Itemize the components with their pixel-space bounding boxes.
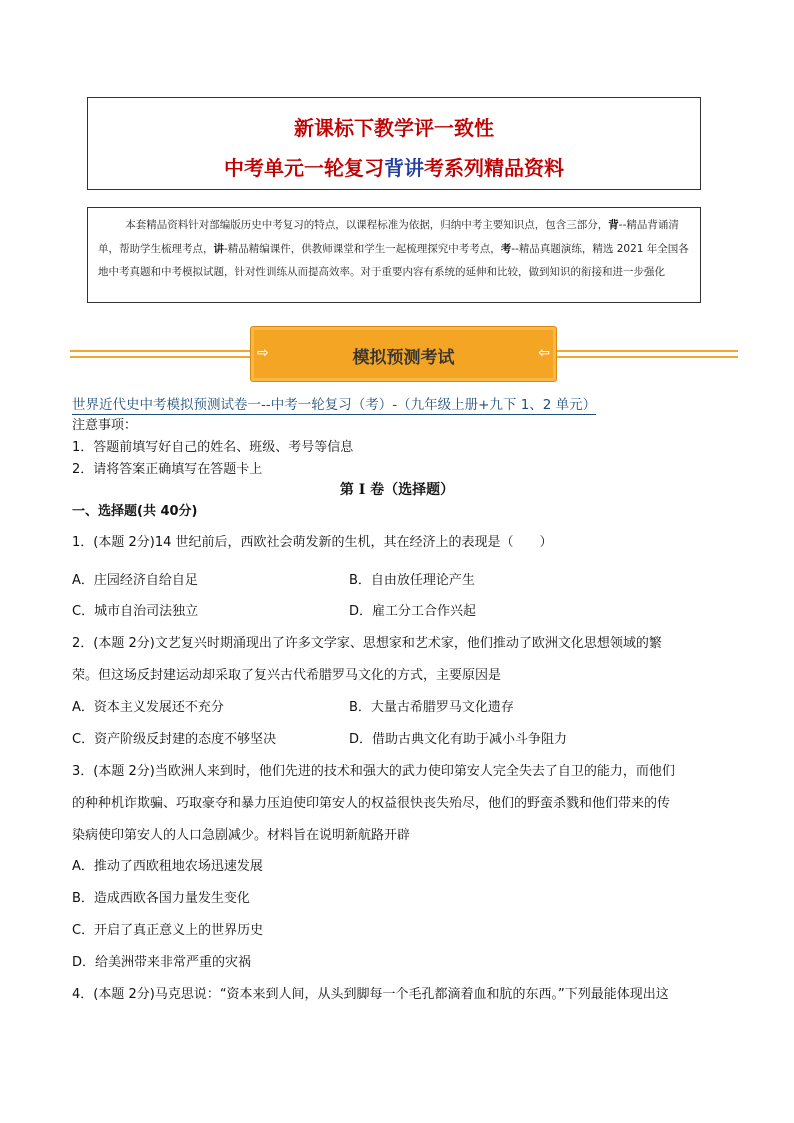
- section-banner: [250, 326, 557, 382]
- question-4-stem-line-1: 4．(本题 2分)马克思说：“资本来到人间，从头到脚每一个毛孔都滴着血和肮的东西。”下列最能体现出这: [72, 987, 669, 1002]
- question-1-option-c: C．城市自治司法独立: [72, 604, 199, 619]
- intro-text-2: --精品背诵清单，帮助学生梳理考点，: [98, 219, 679, 255]
- intro-key-bei: 背: [608, 219, 619, 231]
- intro-text-3: -精品精编课件，供教师课堂和学生一起梳理探究中考考点，: [224, 242, 501, 255]
- question-3-stem-line-3: 染病使印第安人的人口急剧减少。材料旨在说明新航路开辟: [72, 828, 411, 843]
- question-2-option-c: C．资产阶级反封建的态度不够坚决: [72, 732, 277, 747]
- question-1-option-b: B．自由放任理论产生: [349, 573, 475, 588]
- title-line-2-a: 中考单元一轮复习: [224, 156, 384, 180]
- question-3-stem-line-1: 3．(本题 2分)当欧洲人来到时，他们先进的技术和强大的武力使印第安人完全失去了自卫的能力，而他们: [72, 764, 675, 779]
- question-3-stem-line-2: 的种种机诈欺骗、巧取豪夺和暴力压迫使印第安人的权益很快丧失殆尽，他们的野蛮杀戮和他们带来的传: [72, 796, 671, 811]
- question-1-stem: 1．(本题 2分)14 世纪前后，西欧社会萌发新的生机，其在经济上的表现是（ ）: [72, 535, 553, 550]
- title-line-2-d: 系列精品资料: [444, 156, 564, 180]
- section-title: 第 I 卷（选择题）: [339, 482, 455, 498]
- question-2-option-b: B．大量古希腊罗马文化遗存: [349, 700, 514, 715]
- question-2-option-a: A．资本主义发展还不充分: [72, 700, 224, 715]
- notice-title: 注意事项：: [72, 418, 138, 433]
- question-3-option-b: B．造成西欧各国力量发生变化: [72, 891, 250, 906]
- part-title: 一、选择题(共 40分): [72, 504, 198, 519]
- arrow-left-icon: ⇦: [538, 345, 550, 361]
- intro-box: [87, 207, 701, 303]
- question-3-option-d: D．给美洲带来非常严重的灾祸: [72, 955, 252, 970]
- title-line-2: [88, 152, 700, 181]
- intro-text-4: --精品真题演练，精选 2021 年全国各地中考真题和中考模拟试题，针对性训练从而提高效率。对于重要内容有系统的延伸和比较，做到知识的衔接和进一步强化: [98, 242, 689, 278]
- question-2-stem-line-2: 荣。但这场反封建运动却采取了复兴古代希腊罗马文化的方式，主要原因是: [72, 668, 502, 683]
- banner-label: 模拟预测考试: [352, 348, 455, 368]
- title-line-1: 新课标下教学评一致性: [294, 116, 494, 140]
- question-3-option-a: A．推动了西欧租地农场迅速发展: [72, 859, 263, 874]
- exam-subtitle: 世界近代史中考模拟预测试卷一--中考一轮复习（考）-（九年级上册+九下 1、2 单元）: [72, 393, 596, 415]
- title-box: [87, 97, 701, 190]
- title-line-2-c: 考: [424, 156, 444, 180]
- title-line-2-b: 背讲: [384, 156, 424, 180]
- intro-paragraph: [98, 214, 690, 285]
- question-1-option-a: A．庄园经济自给自足: [72, 573, 198, 588]
- question-2-option-d: D．借助古典文化有助于减小斗争阻力: [349, 732, 568, 747]
- intro-key-kao: 考: [500, 242, 512, 255]
- intro-key-jiang: 讲: [213, 242, 224, 255]
- question-2-stem-line-1: 2．(本题 2分)文艺复兴时期涌现出了许多文学家、思想家和艺术家，他们推动了欧洲文化思想领域的繁: [72, 636, 662, 651]
- intro-text-1: 本套精品资料针对部编版历史中考复习的特点，以课程标准为依据，归纳中考主要知识点，包含三部分，: [125, 219, 609, 231]
- arrow-right-icon: ⇨: [257, 345, 269, 361]
- question-3-option-c: C．开启了真正意义上的世界历史: [72, 923, 264, 938]
- question-1-option-d: D．雇工分工合作兴起: [349, 604, 477, 619]
- notice-item-2: 2．请将答案正确填写在答题卡上: [72, 462, 263, 477]
- notice-item-1: 1．答题前填写好自己的姓名、班级、考号等信息: [72, 440, 354, 455]
